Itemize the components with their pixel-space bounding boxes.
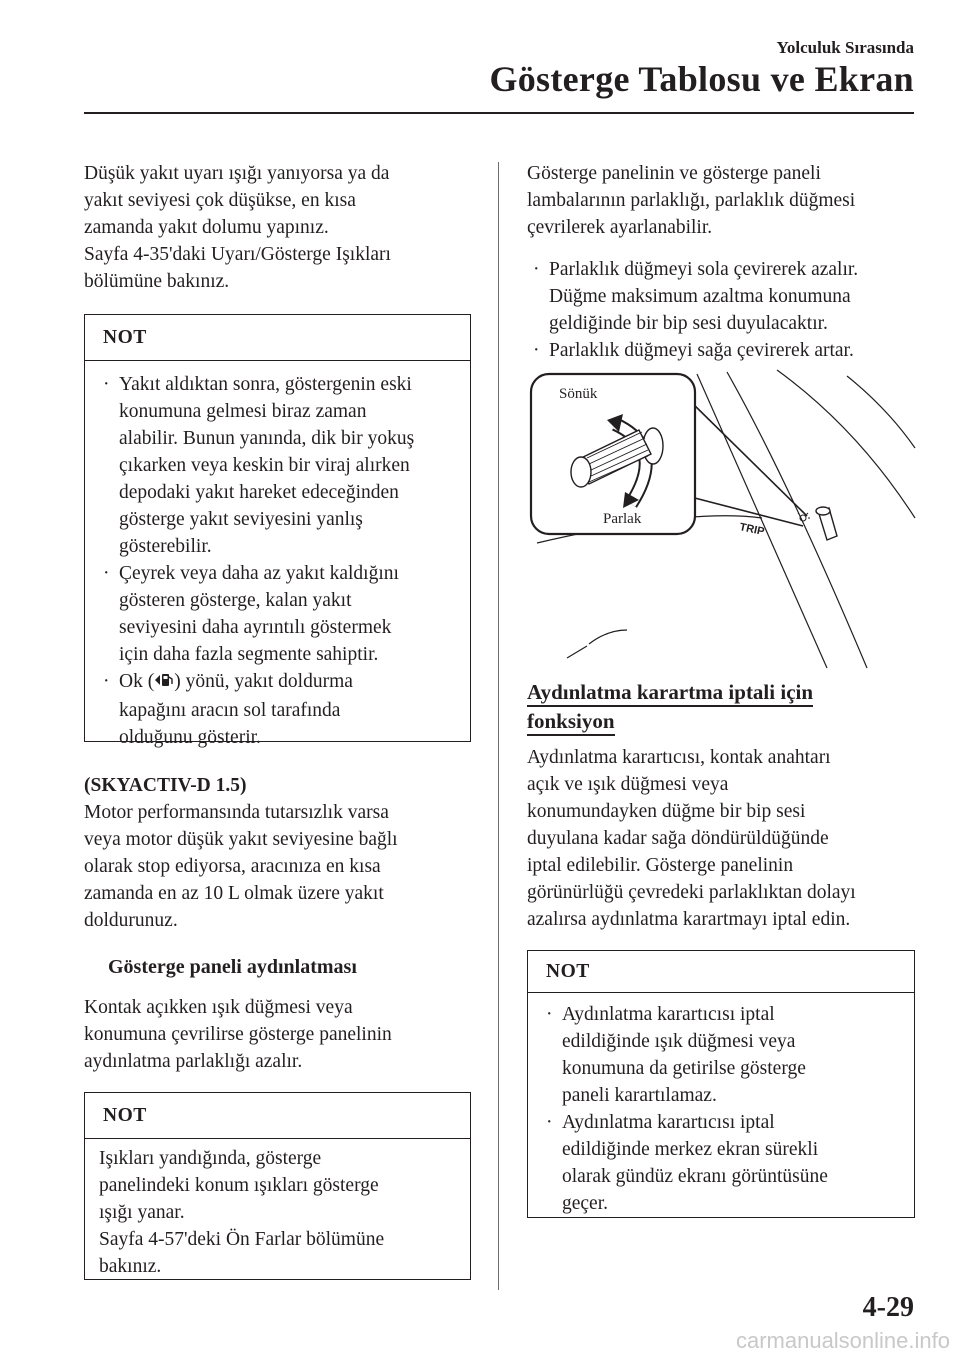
note-box-fuel [84,314,471,748]
skyactiv-heading: (SKYACTIV-D 1.5) [84,775,247,796]
watermark: carmanualsonline.info [735,1328,950,1353]
page-number: 4-29 [862,1292,914,1323]
cancel-function-heading: Aydınlatma karartma iptali için fonksiyon [527,678,813,736]
panel-arc [697,374,827,668]
label-bright: Parlak [603,511,642,527]
note-box-dimmer-cancel [527,950,915,1218]
note-bullet: · Çeyrek veya daha az yakıt kaldığını gösteren gösterge, kalan yakıt seviyesini daha ayrıntılı göstermek için daha fazla segmente sahiptir. [103,563,399,665]
note-box-position-lights: NOT Işıkları yandığında, gösterge panelindeki konum ışıkları gösterge ışığı yanar. Sayfa 4-57'deki Ön Farlar bölümüne bakınız. [84,1092,471,1280]
note-heading: NOT [528,951,914,993]
brightness-bullet: · Parlaklık düğmeyi sağa çevirerek artar. [533,340,854,361]
panel-illumination-text: Kontak açıkken ışık düğmesi veya konumuna çevrilirse gösterge panelinin aydınlatma parlaklığı azalır. [84,997,392,1072]
cancel-function-text: Aydınlatma karartıcısı, kontak anahtarı açık ve ışık düğmesi veya konumundayken düğme bir bip sesi duyulana kadar sağa döndürüldüğünde iptal edilebilir. Gösterge panelinin görünürlüğü çevredeki parlaklıktan dolayı azalırsa aydınlatma karartmayı iptal edin. [527,747,856,930]
note-heading: NOT [85,315,470,361]
panel-arc [777,370,915,518]
panel-arc [847,376,915,448]
note-heading: NOT [85,1093,470,1139]
panel-illumination-heading: Gösterge paneli aydınlatması [108,956,357,978]
knob-face [571,457,591,487]
chapter-title: Gösterge Tablosu ve Ekran [489,59,914,99]
header-rule [84,112,914,114]
brightness-bullets [529,256,929,364]
label-dim: Sönük [559,386,598,402]
fuel-pump-arrow-icon [154,670,174,697]
trip-label: TRIP [738,521,766,539]
skyactiv-text: Motor performansında tutarsızlık varsa veya motor düşük yakıt seviyesine bağlı olarak stop ediyorsa, aracınıza en kısa zamanda en az 10 L olmak üzere yakıt doldurunuz. [84,802,398,931]
note-bullet: · Aydınlatma karartıcısı iptal edildiğinde merkez ekran sürekli olarak gündüz ekranı görüntüsüne geçer. [546,1112,828,1214]
panel-mark [567,630,627,658]
note-bullet: · Yakıt aldıktan sonra, göstergenin eski konumuna gelmesi biraz zaman alabilir. Bunun yanında, dik bir yokuş çıkarken veya keskin bir viraj alırken depodaki yakıt hareket edeceğinden gösterge yakıt seviyesini yanlış gösterebilir. [103,374,415,557]
panel-arc [727,372,867,668]
right-intro: Gösterge panelinin ve gösterge paneli lambalarının parlaklığı, parlaklık düğmesi çevrilerek ayarlanabilir. [527,163,856,238]
left-intro: Düşük yakıt uyarı ışığı yanıyorsa ya da yakıt seviyesi çok düşükse, en kısa zamanda yakıt dolumu yapınız. Sayfa 4-35'daki Uyarı/Gösterge Işıkları bölümüne bakınız. [84,163,391,292]
section-title: Yolculuk Sırasında [776,38,914,57]
note-bullet: · Aydınlatma karartıcısı iptal edildiğinde ışık düğmesi veya konumuna da getirilse gösterge paneli karartılamaz. [546,1004,806,1106]
note-bullet: · Ok ( ) yönü, yakıt doldurma kapağını aracın sol tarafında olduğunu gösterir. [103,671,353,748]
brightness-bullet: · Parlaklık düğmeyi sola çevirerek azalır. Düğme maksimum azaltma konumuna geldiğinde bir bip sesi duyulacaktır. [533,259,859,334]
column-divider [498,162,499,1290]
brightness-knob-figure [527,368,917,670]
